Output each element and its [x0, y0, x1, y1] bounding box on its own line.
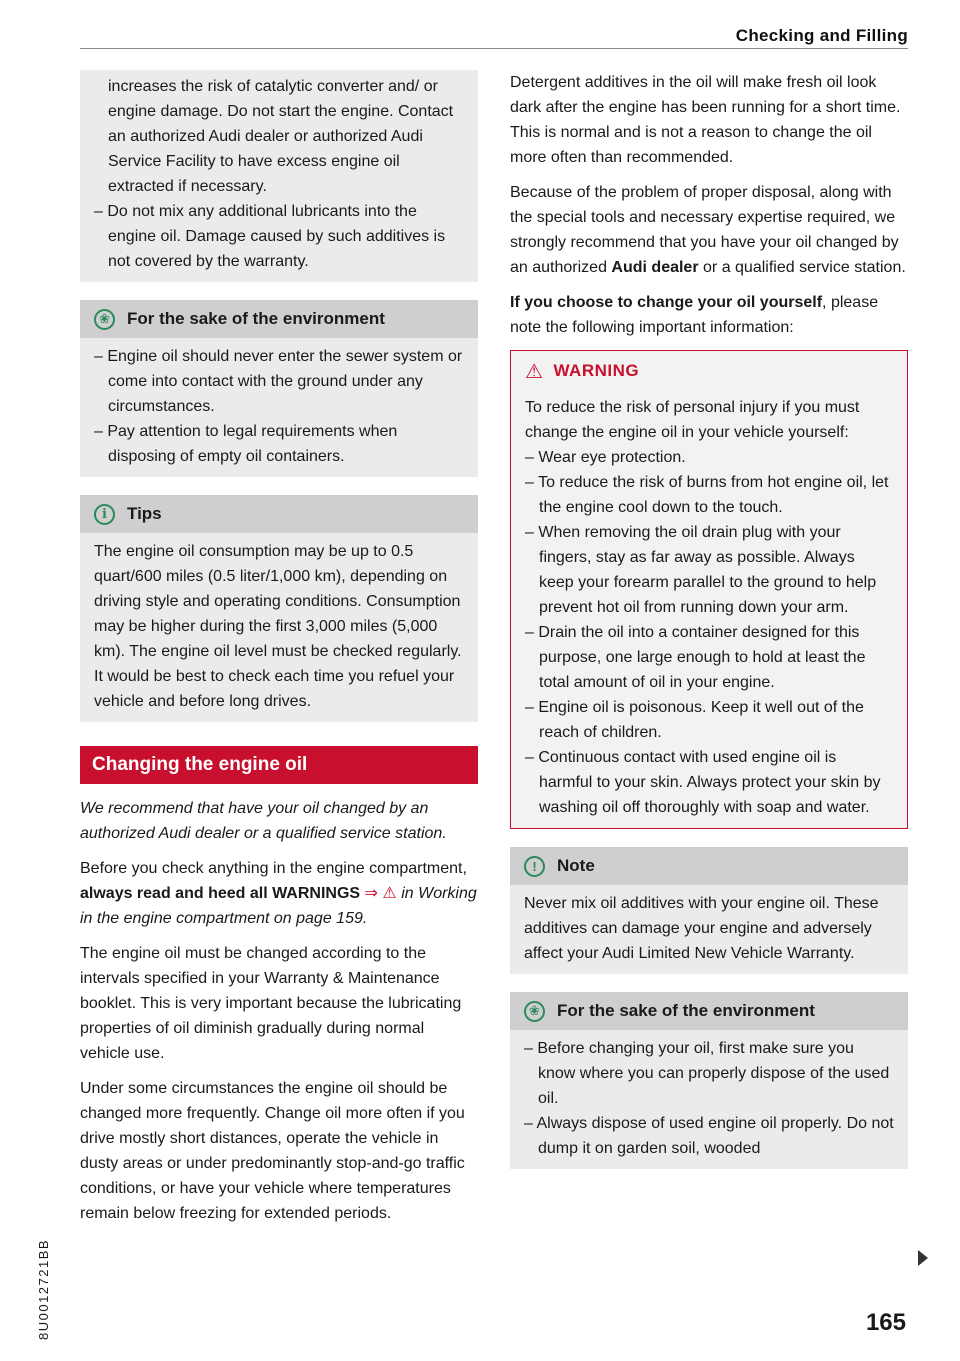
warning-list	[525, 445, 893, 820]
environment-box	[80, 300, 478, 477]
note-header	[510, 847, 908, 885]
disposal-text-end: or a qualified service station.	[703, 259, 906, 276]
dealer-emphasis: Audi dealer	[611, 259, 699, 276]
header-rule	[80, 48, 908, 49]
list-item: – Do not mix any additional lubricants into the engine oil. Damage caused by such additives is not covered by the warranty.	[94, 199, 464, 274]
list-item: – Engine oil should never enter the sewer system or come into contact with the ground under any circumstances.	[94, 344, 464, 419]
list-item: – To reduce the risk of burns from hot engine oil, let the engine cool down to the touch.	[525, 470, 893, 520]
environment-header	[510, 992, 908, 1030]
continued-list	[94, 199, 464, 274]
right-column	[510, 70, 908, 1169]
tips-title: Tips	[127, 504, 162, 523]
continued-arrow-icon	[918, 1250, 928, 1266]
document-code: 8U0012721BB	[36, 1238, 51, 1340]
side-code	[14, 1200, 51, 1340]
arrow-icon: ⇒	[364, 885, 378, 902]
tips-body	[80, 533, 478, 722]
environment-title: For the sake of the environment	[557, 1001, 815, 1020]
warning-header	[511, 351, 907, 391]
list-item: – Before changing your oil, first make sure you know where you can properly dispose of the used oil.	[524, 1036, 894, 1111]
list-item: – Continuous contact with used engine oil is harmful to your skin. Always protect your skin by washing oil off thoroughly with soap and water.	[525, 745, 893, 820]
check-text: Before you check anything in the engine compartment,	[80, 860, 467, 877]
section-intro: We recommend that have your oil changed by an authorized Audi dealer or a qualified service station.	[80, 800, 447, 842]
warning-triangle-icon: ⚠	[382, 885, 397, 902]
tips-text: The engine oil consumption may be up to 0.5 quart/600 miles (0.5 liter/1,000 km), depending on driving style and operating conditions. Consumption may be higher during the first 3,000 miles (5,000 km). The engine oil level must be checked regularly. It would be best to check each time you refuel your vehicle and before long drives.	[94, 543, 462, 710]
info-icon: i	[94, 504, 115, 525]
tips-header	[80, 495, 478, 533]
note-title: Note	[557, 856, 595, 875]
diy-paragraph	[510, 290, 908, 340]
section-body	[80, 796, 478, 1226]
diy-text: , please note the following important information:	[510, 294, 879, 336]
running-head: Checking and Filling	[735, 26, 908, 45]
detergent-paragraph: Detergent additives in the oil will make fresh oil look dark after the engine has been running for a short time. This is normal and is not a reason to change the oil more often than recommended.	[510, 74, 901, 166]
list-item: – Wear eye protection.	[525, 445, 893, 470]
section-heading: Changing the engine oil	[80, 746, 478, 784]
note-box	[510, 847, 908, 974]
continued-warning-box	[80, 70, 478, 282]
interval-paragraph: The engine oil must be changed according to the intervals specified in your Warranty & Maintenance booklet. This is very important because the lubricating properties of oil diminish gradually during normal vehicle use.	[80, 945, 462, 1062]
right-body	[510, 70, 908, 340]
disposal-text: Because of the problem of proper disposal, along with the special tools and necessary expertise required, we strongly recommend that you have your oil changed by an authorized	[510, 184, 899, 276]
list-item: – Drain the oil into a container designed for this purpose, one large enough to hold at least the total amount of oil in your engine.	[525, 620, 893, 695]
environment-body	[80, 338, 478, 477]
list-item: – When removing the oil drain plug with your fingers, stay as far away as possible. Always keep your forearm parallel to the ground to help prevent hot oil from running down your arm.	[525, 520, 893, 620]
warning-triangle-icon: ⚠	[525, 360, 544, 383]
environment-title: For the sake of the environment	[127, 309, 385, 328]
page-reference-link[interactable]: in Working in the engine compartment on page 159.	[80, 885, 477, 927]
continued-text: increases the risk of catalytic converter and/ or engine damage. Do not start the engine. Contact an authorized Audi dealer or authorized Audi Service Facility to have excess engine oil extracted if necessary.	[108, 78, 454, 195]
diy-emphasis: If you choose to change your oil yourself	[510, 294, 823, 311]
left-column	[80, 70, 478, 1236]
tips-box	[80, 495, 478, 722]
note-body	[510, 885, 908, 974]
environment-box-2	[510, 992, 908, 1169]
list-item: – Engine oil is poisonous. Keep it well out of the reach of children.	[525, 695, 893, 745]
leaf-icon: ❀	[94, 309, 115, 330]
warning-box	[510, 350, 908, 829]
page-number: 165	[865, 1309, 906, 1336]
list-item: – Pay attention to legal requirements when disposing of empty oil containers.	[94, 419, 464, 469]
exclamation-icon: !	[524, 856, 545, 877]
list-item: – Always dispose of used engine oil properly. Do not dump it on garden soil, wooded	[524, 1111, 894, 1161]
warning-body	[511, 391, 907, 828]
note-text: Never mix oil additives with your engine oil. These additives can damage your engine and adversely affect your Audi Limited New Vehicle Warranty.	[524, 895, 879, 962]
leaf-icon: ❀	[524, 1001, 545, 1022]
disposal-paragraph	[510, 180, 908, 280]
environment-header	[80, 300, 478, 338]
warning-title: WARNING	[553, 361, 640, 380]
warning-intro: To reduce the risk of personal injury if you must change the engine oil in your vehicle yourself:	[525, 399, 860, 441]
environment-body	[510, 1030, 908, 1169]
circumstances-paragraph: Under some circumstances the engine oil should be changed more frequently. Change oil more often if you drive mostly short distances, operate the vehicle in dusty areas or under predominantly stop-and-go traffic conditions, or have your vehicle where temperatures remain below freezing for extended periods.	[80, 1080, 465, 1222]
check-paragraph	[80, 856, 478, 931]
warnings-emphasis: always read and heed all WARNINGS	[80, 885, 361, 902]
